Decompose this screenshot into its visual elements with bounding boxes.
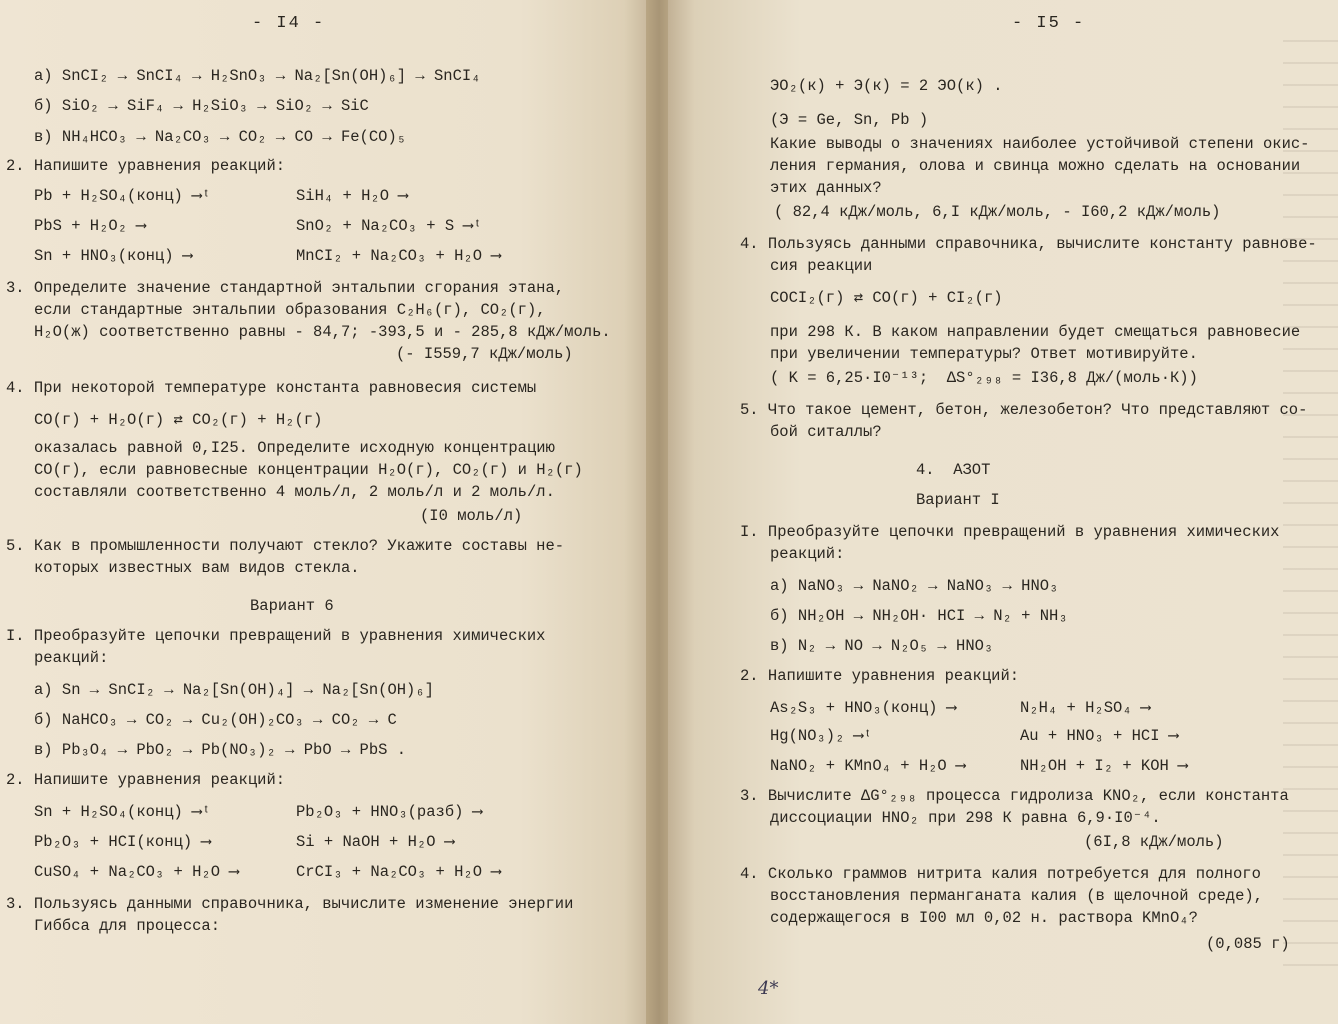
text-line: PbS + H₂O₂ ⟶ (34, 217, 146, 235)
text-line: N₂H₄ + H₂SO₄ ⟶ (1020, 699, 1151, 717)
text-line: SnO₂ + Na₂CO₃ + S ⟶ᵗ (296, 217, 483, 235)
answer-text: (I0 моль/л) (420, 507, 523, 525)
text-line: Гиббса для процесса: (34, 917, 221, 935)
right-page (668, 0, 1338, 1024)
text-line: сия реакции (770, 257, 873, 275)
text-line: 5. Как в промышленности получают стекло? Укажите составы не- (6, 537, 565, 555)
text-line: в) N₂ → NO → N₂O₅ → HNO₃ (770, 637, 994, 655)
text-line: 3. Пользуясь данными справочника, вычислите изменение энергии (6, 895, 574, 913)
text-line: 2. Напишите уравнения реакций: (740, 667, 1020, 685)
text-line: H₂O(ж) соответственно равны - 84,7; -393,5 и - 285,8 кДж/моль. (34, 323, 611, 341)
text-line: ления германия, олова и свинца можно сделать на основании (770, 157, 1301, 175)
text-line: Pb + H₂SO₄(конц) ⟶ᵗ (34, 187, 211, 205)
text-line: CO(г), если равновесные концентрации H₂O(г), CO₂(г) и H₂(г) (34, 461, 583, 479)
text-line: 2. Напишите уравнения реакций: (6, 157, 286, 175)
text-line: Pb₂O₃ + HCI(конц) ⟶ (34, 833, 211, 851)
answer-text: ( K = 6,25·I0⁻¹³; ΔS°₂₉₈ = I36,8 Дж/(моль·К)) (770, 369, 1198, 387)
text-line: а) SnCI₂ → SnCI₄ → H₂SnO₃ → Na₂[Sn(OH)₆] → SnCI₄ (34, 67, 481, 85)
text-line: если стандартные энтальпии образования C₂H₆(г), CO₂(г), (34, 301, 546, 319)
text-line: бой ситаллы? (770, 423, 882, 441)
handwritten-mark: 4* (758, 978, 779, 999)
text-line: MnCI₂ + Na₂CO₃ + H₂O ⟶ (296, 247, 501, 265)
text-line: диссоциации HNO₂ при 298 К равна 6,9·I0⁻⁴. (770, 809, 1161, 827)
text-line: Какие выводы о значениях наиболее устойчивой степени окис- (770, 135, 1310, 153)
text-line: Au + HNO₃ + HCI ⟶ (1020, 727, 1179, 745)
text-line: 4. Пользуясь данными справочника, вычислите константу равнове- (740, 235, 1317, 253)
text-line: CrCI₃ + Na₂CO₃ + H₂O ⟶ (296, 863, 501, 881)
text-line: а) Sn → SnCI₂ → Na₂[Sn(OH)₄] → Na₂[Sn(OH)₆] (34, 681, 434, 699)
text-line: Sn + H₂SO₄(конц) ⟶ᵗ (34, 803, 211, 821)
page-number: - I4 - (252, 14, 326, 33)
text-line: (Э = Ge, Sn, Pb ) (770, 111, 929, 129)
left-page (0, 0, 650, 1024)
bleed-through-texture (1283, 40, 1338, 980)
text-line: I. Преобразуйте цепочки превращений в уравнения химических (6, 627, 546, 645)
text-line: 2. Напишите уравнения реакций: (6, 771, 286, 789)
text-line: ЭO₂(к) + Э(к) = 2 ЭO(к) . (770, 77, 1003, 95)
text-line: 4. При некоторой температуре константа равновесия системы (6, 379, 537, 397)
page-number: - I5 - (1012, 14, 1086, 33)
chapter-heading: 4. АЗОТ (916, 461, 991, 479)
text-line: этих данных? (770, 179, 882, 197)
answer-text: (0,085 г) (1206, 935, 1290, 953)
text-line: Pb₂O₃ + HNO₃(разб) ⟶ (296, 803, 483, 821)
text-line: реакций: (34, 649, 109, 667)
text-line: содержащегося в I00 мл 0,02 н. раствора KMnO₄? (770, 909, 1198, 927)
text-line: оказалась равной 0,I25. Определите исходную концентрацию (34, 439, 555, 457)
text-line: б) NH₂OH → NH₂OH· HCI → N₂ + NH₃ (770, 607, 1068, 625)
text-line: при 298 К. В каком направлении будет смещаться равновесие (770, 323, 1301, 341)
text-line: CO(г) + H₂O(г) ⇄ CO₂(г) + H₂(г) (34, 411, 323, 429)
text-line: б) NaHCO₃ → CO₂ → Cu₂(OH)₂CO₃ → CO₂ → C (34, 711, 397, 729)
text-line: в) Pb₃O₄ → PbO₂ → Pb(NO₃)₂ → PbO → PbS . (34, 741, 407, 759)
text-line: As₂S₃ + HNO₃(конц) ⟶ (770, 699, 957, 717)
text-line: а) NaNO₃ → NaNO₂ → NaNO₃ → HNO₃ (770, 577, 1059, 595)
text-line: CuSO₄ + Na₂CO₃ + H₂O ⟶ (34, 863, 239, 881)
answer-text: (- I559,7 кДж/моль) (396, 345, 573, 363)
answer-text: (6I,8 кДж/моль) (1084, 833, 1224, 851)
text-line: при увеличении температуры? Ответ мотивируйте. (770, 345, 1198, 363)
text-line: I. Преобразуйте цепочки превращений в уравнения химических (740, 523, 1280, 541)
text-line: 5. Что такое цемент, бетон, железобетон? Что представляют со- (740, 401, 1308, 419)
text-line: в) NH₄HCO₃ → Na₂CO₃ → CO₂ → CO → Fe(CO)₅ (34, 128, 407, 146)
text-line: Si + NaOH + H₂O ⟶ (296, 833, 455, 851)
text-line: Sn + HNO₃(конц) ⟶ (34, 247, 193, 265)
text-line: восстановления перманганата калия (в щелочной среде), (770, 887, 1263, 905)
text-line: SiH₄ + H₂O ⟶ (296, 187, 408, 205)
text-line: реакций: (770, 545, 845, 563)
section-heading: Вариант I (916, 491, 1000, 509)
text-line: которых известных вам видов стекла. (34, 559, 360, 577)
section-heading: Вариант 6 (250, 597, 334, 615)
answer-text: ( 82,4 кДж/моль, 6,I кДж/моль, - I60,2 кДж/моль) (774, 203, 1221, 221)
text-line: б) SiO₂ → SiF₄ → H₂SiO₃ → SiO₂ → SiC (34, 97, 369, 115)
text-line: NaNO₂ + KMnO₄ + H₂O ⟶ (770, 757, 966, 775)
text-line: COCI₂(г) ⇄ CO(г) + CI₂(г) (770, 289, 1003, 307)
text-line: Hg(NO₃)₂ ⟶ᵗ (770, 727, 873, 745)
text-line: NH₂OH + I₂ + KOH ⟶ (1020, 757, 1188, 775)
text-line: составляли соответственно 4 моль/л, 2 моль/л и 2 моль/л. (34, 483, 555, 501)
text-line: 4. Сколько граммов нитрита калия потребуется для полного (740, 865, 1261, 883)
text-line: 3. Определите значение стандартной энтальпии сгорания этана, (6, 279, 565, 297)
text-line: 3. Вычислите ΔG°₂₉₈ процесса гидролиза KNO₂, если константа (740, 787, 1289, 805)
